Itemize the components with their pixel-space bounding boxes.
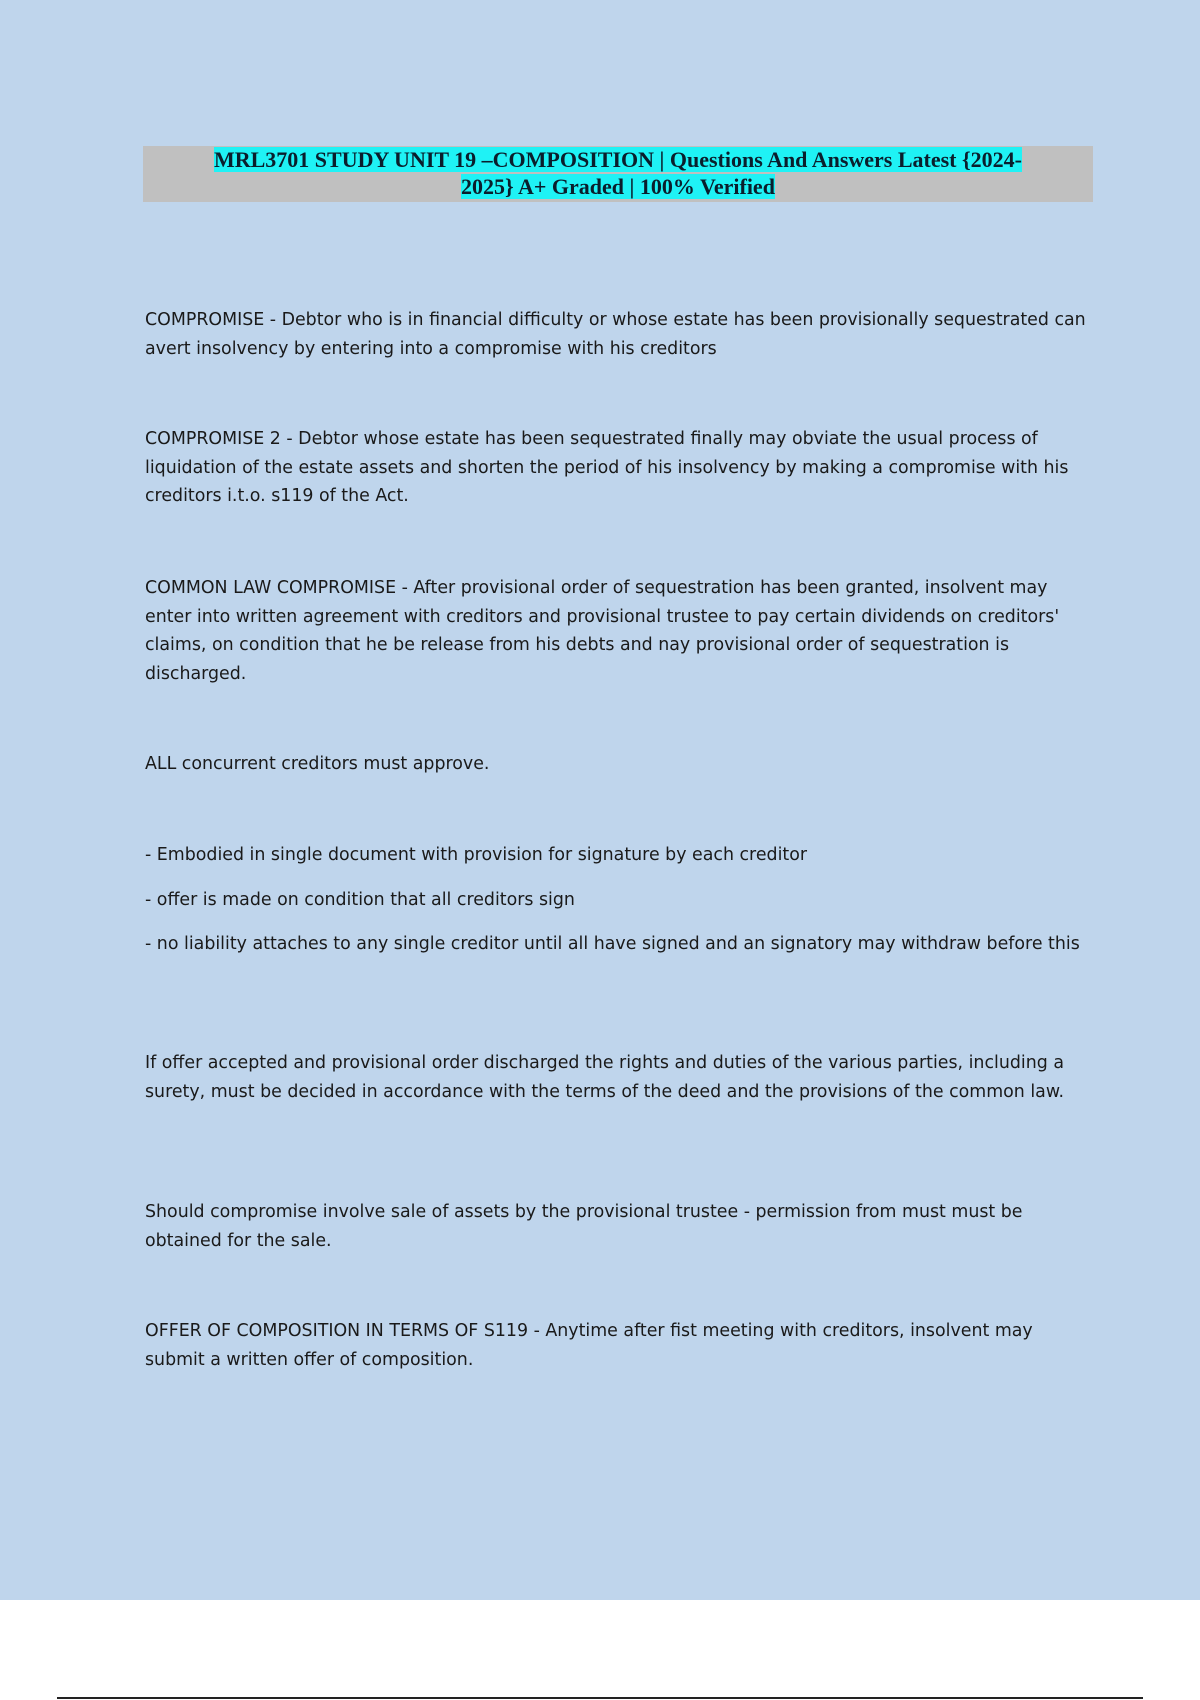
title-line-2: 2025} A+ Graded | 100% Verified [461, 174, 775, 199]
paragraph-offer-of-composition: OFFER OF COMPOSITION IN TERMS OF S119 - Anytime after fist meeting with creditors, insolvent may submit a written offer of composition. [145, 1321, 1033, 1370]
list-item: - no liability attaches to any single creditor until all have signed and an signatory may withdraw before this [145, 934, 1080, 954]
list-item: - Embodied in single document with provision for signature by each creditor [145, 845, 808, 865]
bullet-list [145, 841, 1095, 959]
document-title [143, 146, 1093, 202]
paragraph-all-creditors: ALL concurrent creditors must approve. [145, 754, 490, 774]
footer-divider [57, 1697, 1143, 1699]
paragraph-compromise-2: COMPROMISE 2 - Debtor whose estate has been sequestrated finally may obviate the usual process of liquidation of the estate assets and shorten the period of his insolvency by making a compromise with his creditors i.t.o. s119 of the Act. [145, 429, 1069, 506]
list-item: - offer is made on condition that all creditors sign [145, 889, 575, 910]
paragraph-offer-accepted: If offer accepted and provisional order discharged the rights and duties of the various parties, including a surety, must be decided in accordance with the terms of the deed and the provisions of the common law. [145, 1053, 1064, 1102]
paragraph-sale-of-assets: Should compromise involve sale of assets by the provisional trustee - permission from must must be obtained for the sale. [145, 1202, 1023, 1251]
title-line-1: MRL3701 STUDY UNIT 19 –COMPOSITION | Questions And Answers Latest {2024- [213, 147, 1023, 172]
paragraph-common-law-compromise: COMMON LAW COMPROMISE - After provisional order of sequestration has been granted, insolvent may enter into written agreement with creditors and provisional trustee to pay certain dividends on creditors' claims, on condition that he be release from his debts and nay provisional order of sequestration is discharged. [145, 578, 1060, 684]
paragraph-compromise: COMPROMISE - Debtor who is in financial difficulty or whose estate has been provisionally sequestrated can avert insolvency by entering into a compromise with his creditors [145, 310, 1086, 359]
